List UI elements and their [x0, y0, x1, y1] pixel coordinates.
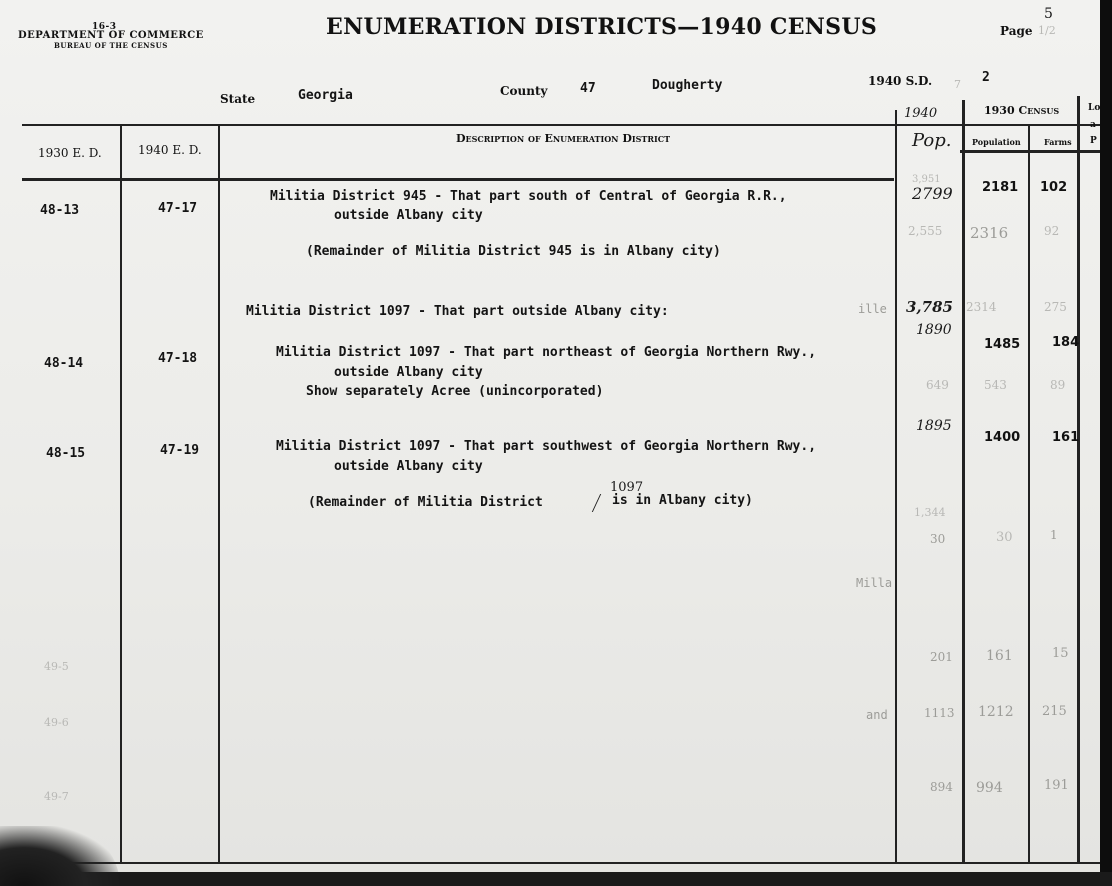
row1-faint-farms: 92 [1044, 224, 1060, 238]
col-header-pop-1940-label: Pop. [912, 130, 952, 151]
faint-row2-farms: 215 [1042, 704, 1067, 719]
sd-value: 2 [982, 70, 990, 85]
col-header-1930-census: 1930 Census [984, 104, 1060, 117]
scan-shadow [0, 826, 120, 886]
row2-desc-line2: outside Albany city [334, 365, 483, 380]
row3-faint-pop-1940: 1,344 [914, 506, 946, 519]
row3-faint-farms: 1 [1050, 528, 1058, 542]
scan-right-edge [1100, 0, 1112, 872]
col-divider-1 [120, 124, 122, 864]
faint-row3-ed: 49-7 [44, 790, 69, 803]
bureau-name: BUREAU OF THE CENSUS [54, 41, 168, 50]
row3-faint-pop-1940-b: 30 [930, 532, 946, 546]
form-number: 16-3 [92, 22, 117, 32]
col-divider-6 [1077, 96, 1080, 864]
row3-pop-1930: 1400 [984, 430, 1021, 445]
row1-ed-1930: 48-13 [40, 203, 80, 218]
row1-pop-1940: 2799 [912, 184, 953, 203]
county-number: 47 [580, 81, 596, 96]
table-top-rule [22, 124, 1100, 126]
row3-note-end: is in Albany city) [612, 493, 753, 508]
row1-note: (Remainder of Militia District 945 is in Albany city) [306, 244, 721, 259]
row2-faint-pop-1940: 649 [926, 378, 949, 392]
row2-desc-line1: Militia District 1097 - That part northeast of Georgia Northern Rwy., [276, 345, 817, 360]
faint-row2-pop-1930: 1212 [978, 704, 1014, 720]
row2-pop-1940: 1890 [916, 322, 952, 338]
page-label: Page [1000, 24, 1033, 38]
row3-desc-line2: outside Albany city [334, 459, 483, 474]
col-divider-3 [895, 110, 897, 864]
col-header-pop-1940-year: 1940 [904, 106, 938, 121]
row2-pop-1930: 1485 [984, 337, 1021, 352]
faint-row1-ed: 49-5 [44, 660, 69, 673]
row3-note-start: (Remainder of Militia District [308, 495, 543, 510]
faint-row3-farms: 191 [1044, 778, 1069, 793]
row3-faint-pop-1930: 30 [996, 530, 1013, 545]
state-label: State [220, 92, 256, 106]
row1-faint-pop-1940: 2,555 [908, 224, 943, 238]
faint-row1-farms: 15 [1052, 646, 1069, 661]
row2-heading-faint-pop: 2314 [966, 300, 997, 314]
row2-heading-faint: ille [858, 302, 887, 316]
row2-heading-faint-farms: 275 [1044, 300, 1067, 314]
col-divider-2 [218, 124, 220, 864]
state-value: Georgia [298, 88, 353, 103]
faint-top-number: 3,951 [912, 174, 941, 185]
faint-bleed-milla: Milla [856, 576, 893, 590]
faint-row3-pop-1940: 894 [930, 780, 953, 794]
row3-insert-mark [592, 494, 611, 512]
row2-heading: Militia District 1097 - That part outside Albany city: [246, 304, 669, 319]
row3-ed-1930: 48-15 [46, 446, 86, 461]
row2-faint-pop-1930: 543 [984, 378, 1007, 392]
col-header-cut-3: P [1090, 136, 1097, 146]
page-title: ENUMERATION DISTRICTS—1940 CENSUS [326, 14, 878, 40]
row2-ed-1930: 48-14 [44, 356, 84, 371]
col-header-cut-2: a [1090, 120, 1096, 130]
col-header-farms: Farms [1044, 137, 1072, 147]
col-header-cut-1: Lo [1088, 103, 1101, 113]
row1-faint-pop-1930: 2316 [970, 224, 1009, 242]
header-bottom-rule [22, 178, 894, 181]
col-header-description: Description of Enumeration District [456, 132, 671, 145]
row2-heading-pop-1940: 3,785 [906, 298, 953, 316]
row3-pop-1940: 1895 [916, 418, 952, 434]
row3-ed-1940: 47-19 [160, 443, 200, 458]
row1-ed-1940: 47-17 [158, 201, 198, 216]
faint-row2-pop-1940: 1113 [924, 706, 955, 720]
sd-label: 1940 S.D. [868, 74, 933, 88]
row1-pop-1930: 2181 [982, 180, 1019, 195]
sd-faint: 7 [954, 78, 961, 91]
row3-desc-line1: Militia District 1097 - That part southwest of Georgia Northern Rwy., [276, 439, 817, 454]
table-bottom-rule [22, 862, 1100, 864]
county-label: County [500, 84, 548, 98]
page-struck-number: 1/2 [1038, 24, 1056, 37]
row2-faint-farms: 89 [1050, 378, 1066, 392]
county-name: Dougherty [652, 78, 723, 93]
row1-farms-1930: 102 [1040, 180, 1068, 195]
faint-row2-ed: 49-6 [44, 716, 69, 729]
department-name: DEPARTMENT OF COMMERCE [18, 30, 204, 41]
row3-farms-1930: 161 [1052, 430, 1080, 445]
row3-note-insert: 1097 [610, 480, 644, 495]
row2-desc-line3: Show separately Acree (unincorporated) [306, 384, 604, 399]
col-divider-5 [1028, 124, 1030, 864]
page-number: 5 [1044, 6, 1053, 22]
faint-row2-desc: and [866, 708, 888, 722]
col-header-1930-ed: 1930 E. D. [38, 146, 102, 160]
row1-desc-line1: Militia District 945 - That part south of Central of Georgia R.R., [270, 189, 787, 204]
col-header-1940-ed: 1940 E. D. [138, 143, 202, 157]
faint-row1-pop-1940: 201 [930, 650, 953, 664]
row1-desc-line2: outside Albany city [334, 208, 483, 223]
row2-farms-1930: 184 [1052, 335, 1080, 350]
faint-row3-pop-1930: 994 [976, 780, 1003, 796]
col-header-population: Population [972, 137, 1021, 147]
faint-row1-pop-1930: 161 [986, 648, 1013, 664]
col-divider-4 [962, 100, 965, 864]
row2-ed-1940: 47-18 [158, 351, 198, 366]
